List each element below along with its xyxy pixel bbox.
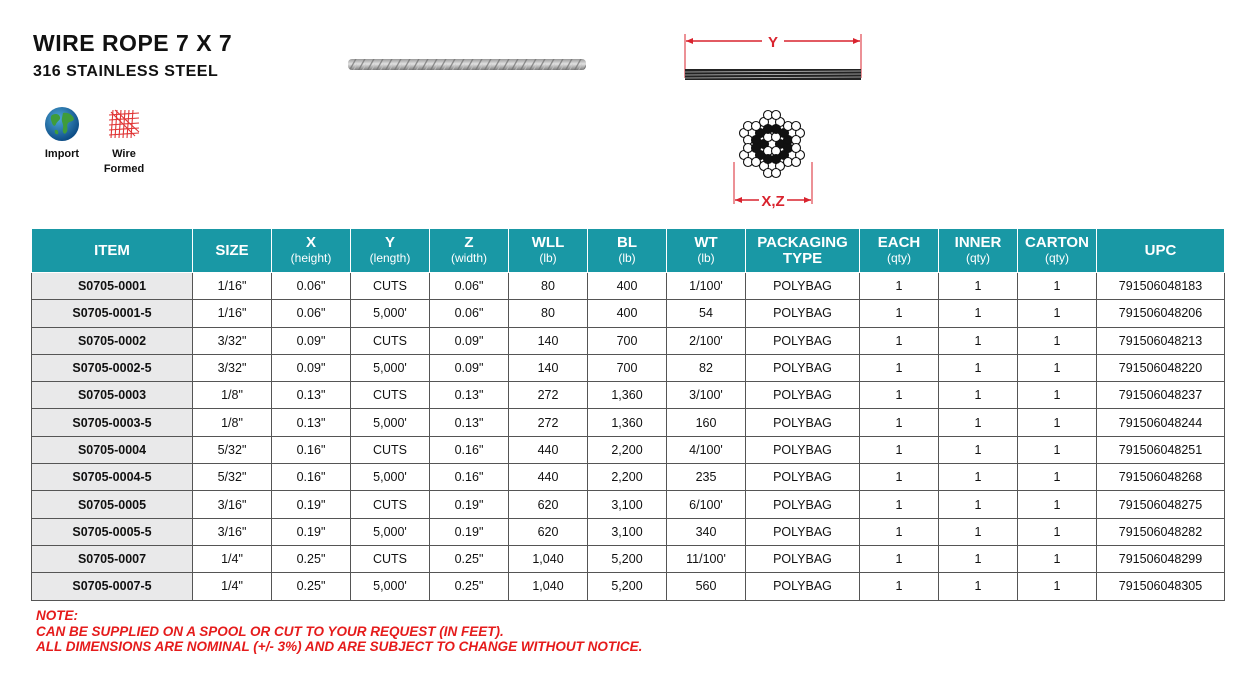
column-header-label: SIZE: [215, 241, 249, 259]
table-cell: 791506048237: [1097, 382, 1225, 409]
table-cell: 0.19": [272, 491, 351, 518]
table-cell: POLYBAG: [746, 409, 860, 436]
table-cell: 1/100': [667, 273, 746, 300]
table-cell: 1: [1018, 436, 1097, 463]
table-cell: 1: [939, 300, 1018, 327]
table-cell: 1: [860, 491, 939, 518]
table-cell: 1: [939, 273, 1018, 300]
wire-formed-label-line1: Wire: [112, 148, 136, 160]
table-cell: 0.09": [272, 354, 351, 381]
table-cell: 1: [939, 354, 1018, 381]
table-cell: 1: [1018, 327, 1097, 354]
item-cell: S0705-0005-5: [32, 518, 193, 545]
table-header: [32, 229, 1225, 273]
table-cell: 3/16": [193, 491, 272, 518]
column-header-label: EACH: [877, 234, 921, 251]
column-header: [351, 229, 430, 273]
table-cell: 1: [939, 382, 1018, 409]
table-cell: 5/32": [193, 464, 272, 491]
table-cell: 1: [1018, 382, 1097, 409]
table-cell: CUTS: [351, 273, 430, 300]
column-header-unit: (qty): [966, 251, 990, 265]
table-cell: 5,000': [351, 464, 430, 491]
spec-table: [31, 228, 1225, 601]
column-header-unit: TYPE: [782, 249, 823, 267]
table-cell: 1: [1018, 354, 1097, 381]
table-cell: 0.16": [272, 464, 351, 491]
table-cell: 1: [860, 545, 939, 572]
column-header-unit: (height): [290, 251, 332, 265]
table-cell: 791506048305: [1097, 573, 1225, 600]
table-cell: 80: [509, 273, 588, 300]
table-cell: 0.06": [430, 273, 509, 300]
table-cell: 1: [939, 436, 1018, 463]
column-header-label: BL: [617, 234, 637, 251]
table-cell: 1: [939, 464, 1018, 491]
table-cell: 1: [860, 518, 939, 545]
item-cell: S0705-0003: [32, 382, 193, 409]
table-cell: 340: [667, 518, 746, 545]
table-cell: 272: [509, 382, 588, 409]
table-cell: 0.25": [272, 573, 351, 600]
item-cell: S0705-0001: [32, 273, 193, 300]
table-cell: 0.13": [272, 382, 351, 409]
table-cell: POLYBAG: [746, 354, 860, 381]
table-cell: 1: [939, 545, 1018, 572]
wire-rope-image: [348, 57, 588, 73]
column-header: [272, 229, 351, 273]
column-header: [193, 229, 272, 273]
table-cell: 400: [588, 273, 667, 300]
table-cell: 3,100: [588, 518, 667, 545]
table-row: [32, 382, 1225, 409]
xz-dimension-label: X,Z: [761, 193, 785, 210]
table-cell: 11/100': [667, 545, 746, 572]
column-header-label: X: [305, 234, 316, 251]
table-cell: 791506048268: [1097, 464, 1225, 491]
column-header: [588, 229, 667, 273]
table-cell: 1/4": [193, 545, 272, 572]
column-header: [430, 229, 509, 273]
column-header: [939, 229, 1018, 273]
table-row: [32, 409, 1225, 436]
import-badge: [40, 106, 84, 162]
column-header-unit: (lb): [618, 251, 636, 265]
column-header-unit: (qty): [1045, 251, 1069, 265]
table-cell: 5,000': [351, 518, 430, 545]
table-cell: 1: [1018, 409, 1097, 436]
table-cell: CUTS: [351, 327, 430, 354]
table-cell: 1: [1018, 273, 1097, 300]
table-cell: 1: [1018, 491, 1097, 518]
table-cell: 1: [860, 409, 939, 436]
table-cell: 0.06": [272, 300, 351, 327]
table-cell: 1: [1018, 300, 1097, 327]
table-cell: 4/100': [667, 436, 746, 463]
table-row: [32, 491, 1225, 518]
table-cell: POLYBAG: [746, 436, 860, 463]
item-cell: S0705-0005: [32, 491, 193, 518]
table-cell: 791506048213: [1097, 327, 1225, 354]
item-cell: S0705-0007: [32, 545, 193, 572]
table-row: [32, 573, 1225, 600]
table-cell: 440: [509, 464, 588, 491]
y-dimension-label: Y: [767, 34, 779, 51]
table-row: [32, 436, 1225, 463]
table-cell: 0.16": [430, 464, 509, 491]
column-header-label: Y: [384, 234, 395, 251]
table-cell: 1/8": [193, 409, 272, 436]
table-cell: 5,200: [588, 545, 667, 572]
table-cell: CUTS: [351, 491, 430, 518]
product-subtitle: 316 STAINLESS STEEL: [33, 63, 219, 80]
table-row: [32, 545, 1225, 572]
table-cell: 3,100: [588, 491, 667, 518]
table-row: [32, 300, 1225, 327]
table-cell: POLYBAG: [746, 382, 860, 409]
column-header-unit: (length): [369, 251, 411, 265]
column-header-label: WLL: [531, 234, 565, 251]
table-cell: 791506048183: [1097, 273, 1225, 300]
table-cell: 791506048275: [1097, 491, 1225, 518]
table-cell: 3/100': [667, 382, 746, 409]
column-header-label: ITEM: [94, 241, 130, 259]
import-label: Import: [44, 148, 80, 160]
note-heading: NOTE:: [36, 608, 78, 623]
table-cell: POLYBAG: [746, 464, 860, 491]
column-header-unit: (lb): [539, 251, 557, 265]
table-cell: 0.09": [430, 354, 509, 381]
cross-section-diagram: [728, 100, 828, 210]
table-cell: 5,000': [351, 573, 430, 600]
table-cell: 1,040: [509, 573, 588, 600]
table-cell: 0.19": [430, 491, 509, 518]
item-cell: S0705-0001-5: [32, 300, 193, 327]
table-cell: 1/16": [193, 273, 272, 300]
table-cell: 700: [588, 327, 667, 354]
table-cell: 0.06": [430, 300, 509, 327]
table-cell: 1: [860, 573, 939, 600]
table-cell: 1: [860, 273, 939, 300]
table-cell: 0.19": [430, 518, 509, 545]
table-cell: 700: [588, 354, 667, 381]
table-cell: 0.09": [272, 327, 351, 354]
table-cell: 1: [860, 300, 939, 327]
table-body: [32, 273, 1225, 601]
table-cell: 440: [509, 436, 588, 463]
column-header-label: PACKAGING: [757, 233, 848, 251]
item-cell: S0705-0002: [32, 327, 193, 354]
column-header: [1018, 229, 1097, 273]
table-cell: 3/16": [193, 518, 272, 545]
table-cell: 791506048299: [1097, 545, 1225, 572]
table-cell: 0.16": [272, 436, 351, 463]
item-cell: S0705-0007-5: [32, 573, 193, 600]
table-cell: 1: [939, 518, 1018, 545]
column-header: [746, 229, 860, 273]
table-cell: 1: [939, 409, 1018, 436]
table-cell: 791506048282: [1097, 518, 1225, 545]
table-cell: 2,200: [588, 464, 667, 491]
table-cell: 2,200: [588, 436, 667, 463]
table-row: [32, 354, 1225, 381]
table-cell: 5,000': [351, 409, 430, 436]
column-header-unit: (width): [450, 251, 487, 265]
table-cell: 140: [509, 327, 588, 354]
table-cell: 272: [509, 409, 588, 436]
table-cell: POLYBAG: [746, 491, 860, 518]
table-cell: 1: [939, 573, 1018, 600]
table-cell: POLYBAG: [746, 545, 860, 572]
table-cell: POLYBAG: [746, 573, 860, 600]
column-header: [860, 229, 939, 273]
table-cell: 400: [588, 300, 667, 327]
table-cell: 1/8": [193, 382, 272, 409]
table-cell: 2/100': [667, 327, 746, 354]
table-row: [32, 273, 1225, 300]
column-header-label: INNER: [954, 234, 1002, 251]
notes-block: [36, 608, 642, 655]
table-cell: 560: [667, 573, 746, 600]
table-cell: 5,000': [351, 300, 430, 327]
table-row: [32, 464, 1225, 491]
table-cell: 1,360: [588, 382, 667, 409]
table-cell: 80: [509, 300, 588, 327]
table-cell: 620: [509, 518, 588, 545]
table-cell: 5,200: [588, 573, 667, 600]
table-cell: 0.25": [430, 545, 509, 572]
table-cell: 1: [1018, 464, 1097, 491]
table-cell: 791506048244: [1097, 409, 1225, 436]
table-cell: 0.16": [430, 436, 509, 463]
table-cell: 1: [1018, 573, 1097, 600]
column-header: [1097, 229, 1225, 273]
column-header-label: CARTON: [1025, 234, 1089, 251]
table-cell: 1: [939, 491, 1018, 518]
globe-icon: [44, 106, 80, 142]
column-header-label: WT: [694, 234, 718, 251]
table-cell: 791506048206: [1097, 300, 1225, 327]
table-cell: 1: [1018, 518, 1097, 545]
note-line-spool: CAN BE SUPPLIED ON A SPOOL OR CUT TO YOUR REQUEST (IN FEET).: [36, 623, 504, 639]
table-cell: 6/100': [667, 491, 746, 518]
table-cell: 620: [509, 491, 588, 518]
table-cell: POLYBAG: [746, 300, 860, 327]
table-row: [32, 518, 1225, 545]
column-header-unit: (lb): [697, 251, 715, 265]
table-cell: 1: [860, 436, 939, 463]
column-header: [509, 229, 588, 273]
table-cell: 5/32": [193, 436, 272, 463]
item-cell: S0705-0004: [32, 436, 193, 463]
table-cell: 791506048251: [1097, 436, 1225, 463]
table-cell: 1/4": [193, 573, 272, 600]
item-cell: S0705-0004-5: [32, 464, 193, 491]
table-cell: 235: [667, 464, 746, 491]
table-cell: CUTS: [351, 436, 430, 463]
table-cell: 791506048220: [1097, 354, 1225, 381]
table-cell: 1/16": [193, 300, 272, 327]
table-cell: POLYBAG: [746, 327, 860, 354]
table-cell: 1,360: [588, 409, 667, 436]
column-header: [667, 229, 746, 273]
table-cell: 0.06": [272, 273, 351, 300]
table-cell: POLYBAG: [746, 273, 860, 300]
table-cell: 0.13": [430, 382, 509, 409]
table-cell: 1: [860, 327, 939, 354]
product-title: WIRE ROPE 7 X 7: [33, 30, 233, 56]
table-cell: 3/32": [193, 327, 272, 354]
column-header-unit: (qty): [887, 251, 911, 265]
table-cell: 140: [509, 354, 588, 381]
wire-formed-badge: [98, 106, 150, 177]
table-cell: 0.09": [430, 327, 509, 354]
table-cell: 1,040: [509, 545, 588, 572]
table-cell: 1: [860, 464, 939, 491]
table-cell: CUTS: [351, 545, 430, 572]
column-header: [32, 229, 193, 273]
wire-formed-label-line2: Formed: [103, 163, 145, 175]
column-header-label: UPC: [1144, 241, 1177, 259]
table-cell: 82: [667, 354, 746, 381]
table-cell: 0.25": [430, 573, 509, 600]
item-cell: S0705-0002-5: [32, 354, 193, 381]
table-cell: 0.25": [272, 545, 351, 572]
table-cell: POLYBAG: [746, 518, 860, 545]
column-header-label: Z: [464, 234, 474, 251]
table-cell: CUTS: [351, 382, 430, 409]
table-cell: 3/32": [193, 354, 272, 381]
table-cell: 0.13": [430, 409, 509, 436]
table-row: [32, 327, 1225, 354]
table-cell: 0.13": [272, 409, 351, 436]
table-cell: 1: [860, 382, 939, 409]
item-cell: S0705-0003-5: [32, 409, 193, 436]
length-diagram: [680, 28, 870, 88]
table-cell: 1: [939, 327, 1018, 354]
table-cell: 160: [667, 409, 746, 436]
note-line-dimensions: ALL DIMENSIONS ARE NOMINAL (+/- 3%) AND ARE SUBJECT TO CHANGE WITHOUT NOTICE.: [36, 639, 643, 654]
wire-formed-icon: [105, 106, 143, 142]
table-cell: 1: [860, 354, 939, 381]
table-cell: 1: [1018, 545, 1097, 572]
table-cell: 54: [667, 300, 746, 327]
table-cell: 5,000': [351, 354, 430, 381]
table-cell: 0.19": [272, 518, 351, 545]
